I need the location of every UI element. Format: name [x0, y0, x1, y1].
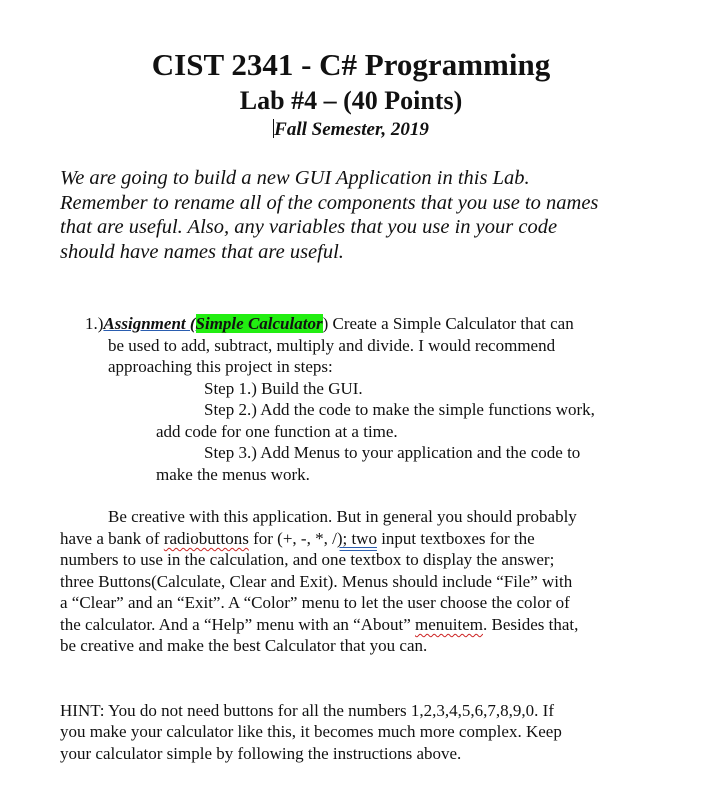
assignment-line-2: be used to add, subtract, multiply and divide. I would recommend — [108, 336, 556, 355]
details-text: for (+, -, *, / — [248, 529, 337, 548]
assignment-text: ) Create a Simple Calculator that can — [322, 314, 574, 333]
details-text: input textboxes for the — [376, 529, 535, 548]
step-3: Step 3.) Add Menus to your application and the code to — [204, 443, 581, 462]
step-3-continued: make the menus work. — [156, 465, 310, 484]
details-text: . Besides that, — [482, 615, 579, 634]
details-text: have a bank of — [60, 529, 164, 548]
intro-line: that are useful. Also, any variables that you use in your code — [60, 216, 558, 238]
semester-text: Fall Semester, 2019 — [274, 119, 429, 140]
hint-line-3: your calculator simple by following the instructions above. — [60, 744, 462, 763]
list-number: 1.) — [85, 314, 104, 333]
grammar-flagged-text: ); two — [336, 529, 377, 548]
intro-line: We are going to build a new GUI Application in this Lab. — [60, 167, 530, 189]
intro-paragraph — [60, 166, 660, 264]
assignment-label: Assignment ( — [103, 314, 196, 333]
details-line-2 — [60, 528, 535, 549]
step-2-continued: add code for one function at a time. — [156, 422, 398, 441]
details-line-5: a “Clear” and an “Exit”. A “Color” menu to let the user choose the color of — [60, 593, 570, 612]
course-title: CIST 2341 - C# Programming — [151, 47, 551, 82]
assignment-line-3: approaching this project in steps: — [108, 357, 333, 376]
details-line-1: Be creative with this application. But in general you should probably — [108, 507, 577, 526]
spelling-flagged-word: menuitem — [415, 615, 483, 634]
details-line-3: numbers to use in the calculation, and one textbox to display the answer; — [60, 550, 555, 569]
intro-line: should have names that are useful. — [60, 240, 344, 263]
intro-line: Remember to rename all of the components that you use to names — [60, 191, 599, 214]
step-1: Step 1.) Build the GUI. — [204, 379, 363, 398]
semester-subtitle — [0, 118, 702, 142]
details-line-4: three Buttons(Calculate, Clear and Exit). Menus should include “File” with — [60, 572, 573, 591]
hint-line-2: you make your calculator like this, it becomes much more complex. Keep — [60, 722, 562, 741]
step-2: Step 2.) Add the code to make the simple functions work, — [204, 400, 595, 419]
spelling-flagged-word: radiobuttons — [163, 529, 249, 548]
hint-line-1: HINT: You do not need buttons for all the numbers 1,2,3,4,5,6,7,8,9,0. If — [60, 701, 554, 720]
details-text: the calculator. And a “Help” menu with an “About” — [60, 615, 415, 634]
assignment-line-1 — [85, 313, 574, 334]
lab-title: Lab #4 – (40 Points) — [239, 86, 463, 115]
details-line-6 — [60, 614, 578, 635]
highlighted-title: Simple Calculator — [195, 314, 323, 333]
details-line-7: be creative and make the best Calculator that you can. — [60, 636, 428, 655]
